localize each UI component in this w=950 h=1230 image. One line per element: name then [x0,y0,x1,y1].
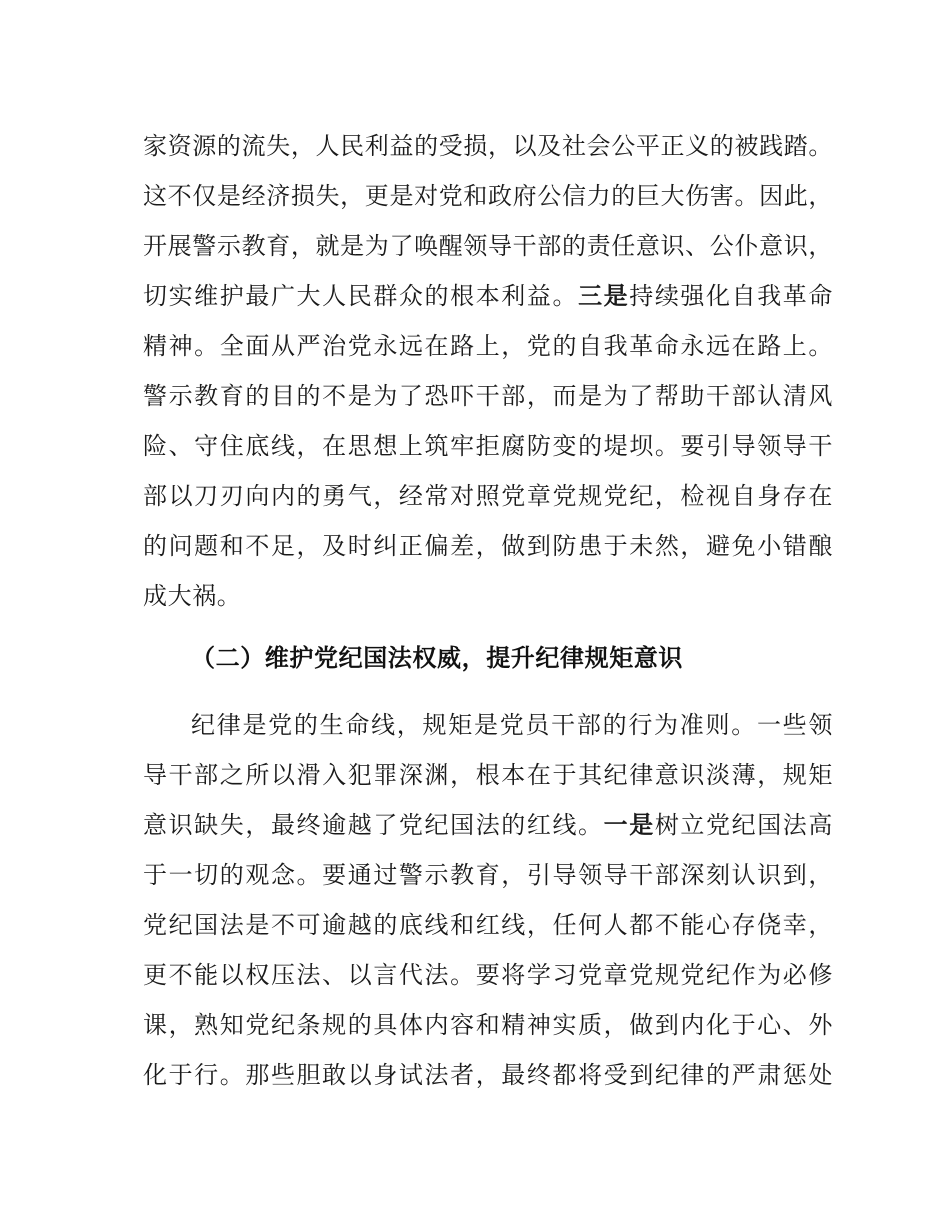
paragraph-line [143,576,833,616]
line-text: 意识缺失，最终逾越了党纪国法的红线。 [143,811,604,839]
line-text: 持续强化自我革命 [629,282,833,310]
bold-marker: 一是 [603,811,655,839]
paragraph-line [191,705,833,745]
line-text: 化于行。那些胆敢以身试法者，最终都将受到纪律的严肃惩处 [143,1061,833,1089]
paragraph-line [143,1005,833,1045]
line-text: 警示教育的目的不是为了恐吓干部，而是为了帮助干部认清风 [143,382,833,410]
line-text: 开展警示教育，就是为了唤醒领导干部的责任意识、公仆意识， [143,232,833,260]
line-text: 课，熟知党纪条规的具体内容和精神实质，做到内化于心、外 [143,1011,833,1039]
line-text: 的问题和不足，及时纠正偏差，做到防患于未然，避免小错酿 [143,532,833,560]
paragraph-line [143,805,833,845]
paragraph-line [143,276,833,316]
line-text: 这不仅是经济损失，更是对党和政府公信力的巨大伤害。因此， [143,182,833,210]
line-text: 导干部之所以滑入犯罪深渊，根本在于其纪律意识淡薄，规矩 [143,761,833,789]
paragraph-line [143,905,833,945]
line-text: 于一切的观念。要通过警示教育，引导领导干部深刻认识到， [143,861,833,889]
line-text: 树立党纪国法高 [654,811,833,839]
section-heading: （二）维护党纪国法权威，提升纪律规矩意识 [191,644,683,672]
paragraph-line [143,376,833,416]
line-text: 更不能以权压法、以言代法。要将学习党章党规党纪作为必修 [143,961,833,989]
paragraph-line [143,855,833,895]
paragraph-line [143,955,833,995]
line-text: 党纪国法是不可逾越的底线和红线，任何人都不能心存侥幸， [143,911,833,939]
paragraph-line [143,226,833,266]
paragraph-line [143,126,833,166]
line-text: 险、守住底线，在思想上筑牢拒腐防变的堤坝。要引导领导干 [143,432,833,460]
paragraph-line [143,426,833,466]
line-text: 部以刀刃向内的勇气，经常对照党章党规党纪，检视自身存在 [143,482,833,510]
line-text: 纪律是党的生命线，规矩是党员干部的行为准则。一些领 [191,711,833,739]
paragraph-line [143,326,833,366]
line-text: 精神。全面从严治党永远在路上，党的自我革命永远在路上。 [143,332,833,360]
paragraph-line [143,1055,833,1095]
paragraph-line [143,526,833,566]
line-text: 切实维护最广大人民群众的根本利益。 [143,282,579,310]
paragraph-line [143,476,833,516]
paragraph-line [143,176,833,216]
paragraph-line [143,755,833,795]
line-text: 成大祸。 [143,582,242,610]
bold-marker: 三是 [578,282,630,310]
line-text: 家资源的流失，人民利益的受损，以及社会公平正义的被践踏。 [143,132,833,160]
